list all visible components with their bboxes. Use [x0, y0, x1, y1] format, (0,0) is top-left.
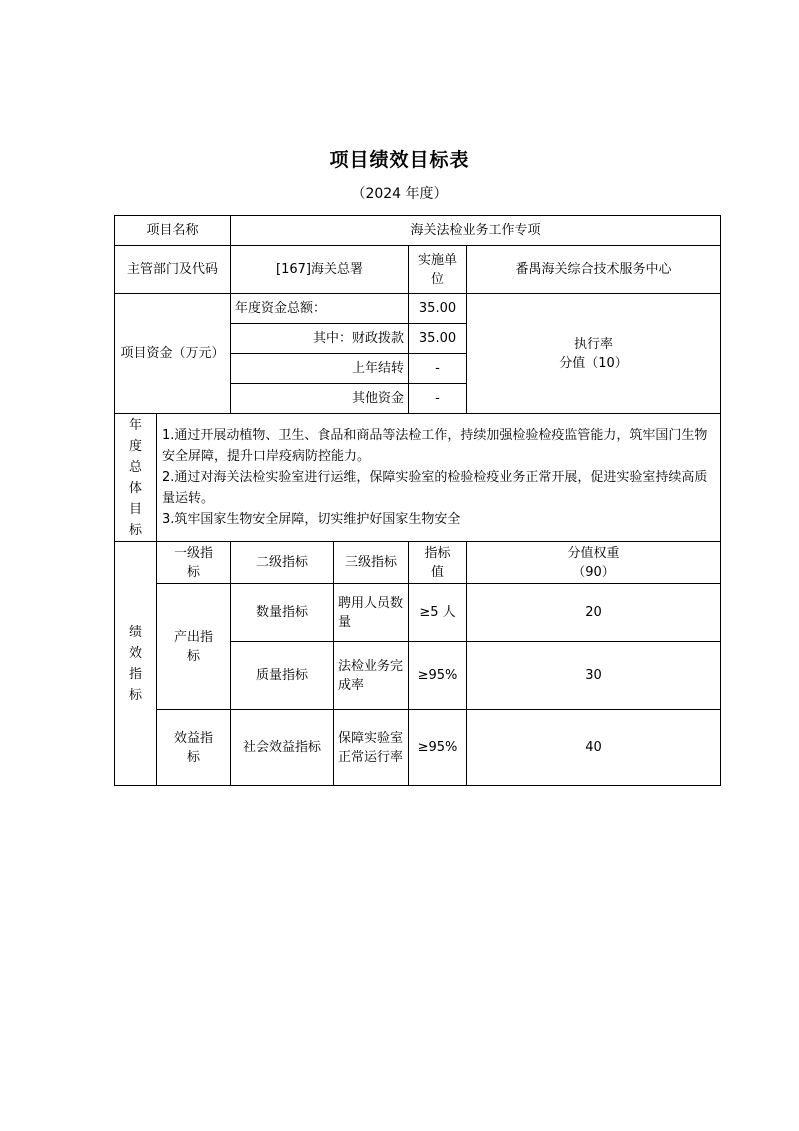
- indicator-level1: 效益指标: [157, 710, 231, 786]
- indicator-weight: 30: [467, 642, 721, 710]
- funds-carryover-value: -: [409, 354, 467, 384]
- indicator-row: [115, 584, 721, 642]
- funds-fiscal-label: 其中：财政拨款: [231, 324, 409, 354]
- execution-rate-label: 执行率: [574, 336, 614, 352]
- execution-rate-score: 分值（10）: [559, 355, 628, 371]
- indicator-level2: 数量指标: [231, 584, 334, 642]
- indicator-level3: 法检业务完成率: [334, 642, 409, 710]
- indicator-level1: 产出指标: [157, 584, 231, 710]
- goals-content: [157, 414, 721, 542]
- indicator-level3: 聘用人员数量: [334, 584, 409, 642]
- project-name-value: 海关法检业务工作专项: [231, 216, 721, 246]
- funds-carryover-label: 上年结转: [231, 354, 409, 384]
- indicator-value: ≥95%: [409, 710, 467, 786]
- document-year: （2024 年度）: [351, 186, 448, 202]
- indicator-level2: 质量指标: [231, 642, 334, 710]
- project-name-row: [115, 216, 721, 246]
- funds-label: 项目资金（万元）: [115, 294, 231, 414]
- funds-total-row: [115, 294, 721, 324]
- goals-row: [115, 414, 721, 542]
- project-name-label: 项目名称: [115, 216, 231, 246]
- indicators-label: [115, 542, 157, 786]
- funds-total-value: 35.00: [409, 294, 467, 324]
- funds-other-label: 其他资金: [231, 384, 409, 414]
- indicator-weight: 20: [467, 584, 721, 642]
- header-level3: 三级指标: [334, 542, 409, 584]
- execution-rate-cell: [467, 294, 721, 414]
- goal-item-3: 3.筑牢国家生物安全屏障，切实维护好国家生物安全: [162, 512, 461, 527]
- header-weight: [467, 542, 721, 584]
- indicators-header-row: [115, 542, 721, 584]
- unit-label: 实施单位: [409, 246, 467, 294]
- indicator-row: [115, 710, 721, 786]
- indicator-value: ≥95%: [409, 642, 467, 710]
- header-level2: 二级指标: [231, 542, 334, 584]
- goal-item-1: 1.通过开展动植物、卫生、食品和商品等法检工作，持续加强检验检疫监管能力，筑牢国门生物安全屏障，提升口岸疫病防控能力。: [162, 428, 708, 464]
- funds-fiscal-value: 35.00: [409, 324, 467, 354]
- indicator-weight: 40: [467, 710, 721, 786]
- dept-row: [115, 246, 721, 294]
- funds-total-label: 年度资金总额：: [231, 294, 409, 324]
- header-value: 指标值: [409, 542, 467, 584]
- dept-value: [167]海关总署: [231, 246, 409, 294]
- goal-item-2: 2.通过对海关法检实验室进行运维，保障实验室的检验检疫业务正常开展，促进实验室持续高质量运转。: [162, 470, 708, 506]
- funds-other-value: -: [409, 384, 467, 414]
- header-level1: 一级指标: [157, 542, 231, 584]
- indicator-value: ≥5 人: [409, 584, 467, 642]
- document-title: 项目绩效目标表: [329, 149, 470, 171]
- performance-table: [114, 215, 721, 786]
- dept-label: 主管部门及代码: [115, 246, 231, 294]
- indicator-level2: 社会效益指标: [231, 710, 334, 786]
- goals-label: [115, 414, 157, 542]
- goals-label-text: 年度总体目标: [128, 417, 142, 538]
- unit-value: 番禺海关综合技术服务中心: [467, 246, 721, 294]
- indicators-label-text: 绩效指标: [128, 624, 142, 703]
- indicator-level3: 保障实验室正常运行率: [334, 710, 409, 786]
- header-weight-text: 分值权重（90）: [567, 545, 620, 580]
